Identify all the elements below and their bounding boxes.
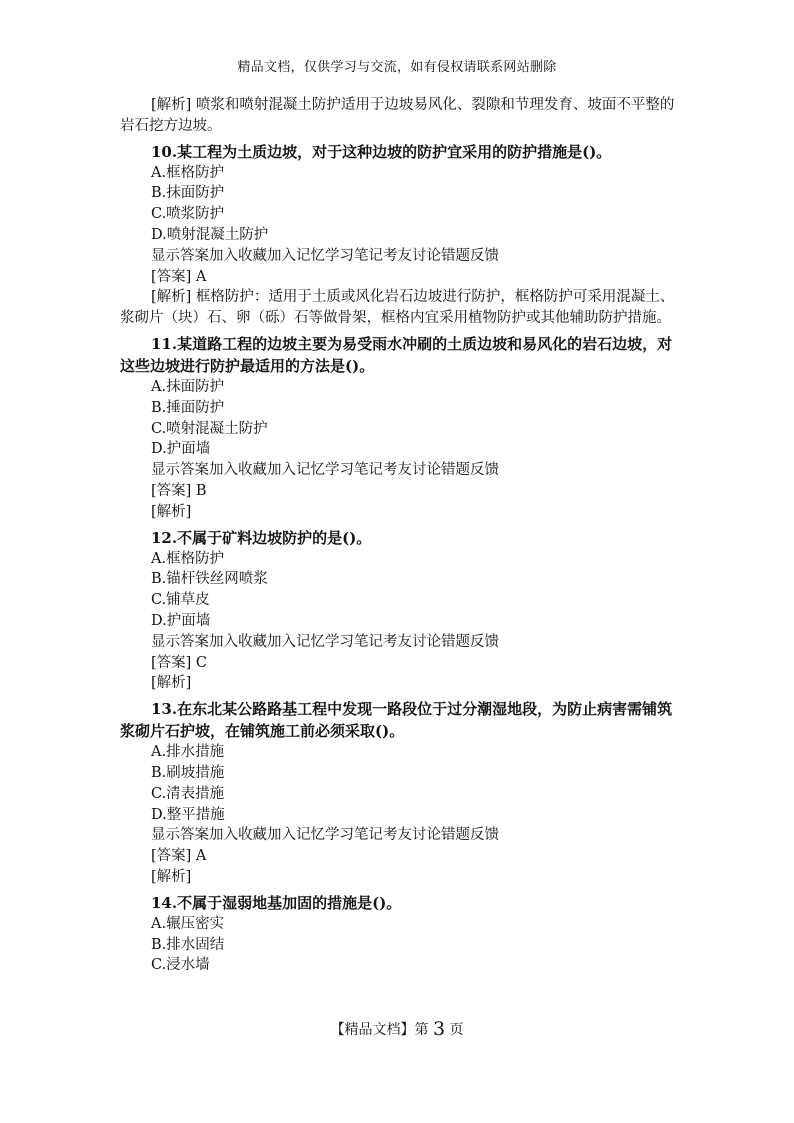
answer-actions: 显示答案加入收藏加入记忆学习笔记考友讨论错题反馈 xyxy=(151,247,499,264)
analysis: [解析] xyxy=(151,868,192,885)
answer-actions: 显示答案加入收藏加入记忆学习笔记考友讨论错题反馈 xyxy=(151,462,499,479)
page-header: 精品文档，仅供学习与交流，如有侵权请联系网站删除 xyxy=(237,60,557,75)
answer: [答案] C xyxy=(151,654,208,671)
option-b: B.排水固结 xyxy=(151,936,225,953)
answer: [答案] A xyxy=(151,268,207,285)
option-b: B.刷坡措施 xyxy=(151,764,225,781)
question-12 xyxy=(120,527,680,695)
question-14 xyxy=(120,892,680,976)
option-a: A.辗压密实 xyxy=(151,915,225,932)
question-11 xyxy=(120,333,680,523)
question-title: 11.某道路工程的边坡主要为易受雨水冲刷的土质边坡和易风化的岩石边坡，对这些边坡进行防护最适用的方法是()。 xyxy=(120,334,673,375)
option-a: A.排水措施 xyxy=(151,744,225,761)
option-d: D.护面墙 xyxy=(151,612,211,629)
answer-actions: 显示答案加入收藏加入记忆学习笔记考友讨论错题反馈 xyxy=(151,827,499,844)
option-c: C.喷射混凝土防护 xyxy=(151,420,268,437)
option-a: A.框格防护 xyxy=(151,164,225,181)
option-c: C.清表措施 xyxy=(151,785,225,802)
analysis: [解析] 框格防护：适用于土质或风化岩石边坡进行防护，框格防护可采用混凝土、浆砌片（块）石、卵（砾）石等做骨架，框格内宜采用植物防护或其他辅助防护措施。 xyxy=(120,289,675,327)
question-title: 14.不属于湿弱地基加固的措施是()。 xyxy=(151,893,402,912)
option-c: C.铺草皮 xyxy=(151,592,210,609)
option-d: D.喷射混凝土防护 xyxy=(151,226,269,243)
analysis: [解析] xyxy=(151,503,192,520)
question-title: 13.在东北某公路路基工程中发现一路段位于过分潮湿地段，为防止病害需铺筑浆砌片石护坡，在铺筑施工前必须采取()。 xyxy=(120,700,673,741)
answer-actions: 显示答案加入收藏加入记忆学习笔记考友讨论错题反馈 xyxy=(151,633,499,650)
option-b: B.锚杆铁丝网喷浆 xyxy=(151,571,268,588)
page-footer xyxy=(0,1018,794,1040)
document-body xyxy=(120,95,680,976)
answer: [答案] A xyxy=(151,848,207,865)
footer-label: 【精品文档】第 xyxy=(330,1022,429,1038)
option-b: B.抹面防护 xyxy=(151,185,225,202)
option-c: C.浸水墙 xyxy=(151,957,210,974)
question-10 xyxy=(120,141,680,329)
intro-analysis: [解析] 喷浆和喷射混凝土防护适用于边坡易风化、裂隙和节理发育、坡面不平整的岩石挖方边坡。 xyxy=(120,97,675,134)
footer-suffix: 页 xyxy=(449,1022,464,1038)
question-title: 12.不属于矿料边坡防护的是()。 xyxy=(151,528,372,547)
answer: [答案] B xyxy=(151,482,207,499)
option-a: A.框格防护 xyxy=(151,550,225,567)
option-b: B.捶面防护 xyxy=(151,399,225,416)
option-d: D.护面墙 xyxy=(151,441,211,458)
option-d: D.整平措施 xyxy=(151,806,225,823)
page-number: 3 xyxy=(432,1018,446,1040)
option-a: A.抹面防护 xyxy=(151,378,225,395)
option-c: C.喷浆防护 xyxy=(151,206,225,223)
question-13 xyxy=(120,698,680,888)
analysis: [解析] xyxy=(151,675,192,692)
question-title: 10.某工程为土质边坡，对于这种边坡的防护宜采用的防护措施是()。 xyxy=(151,142,612,161)
